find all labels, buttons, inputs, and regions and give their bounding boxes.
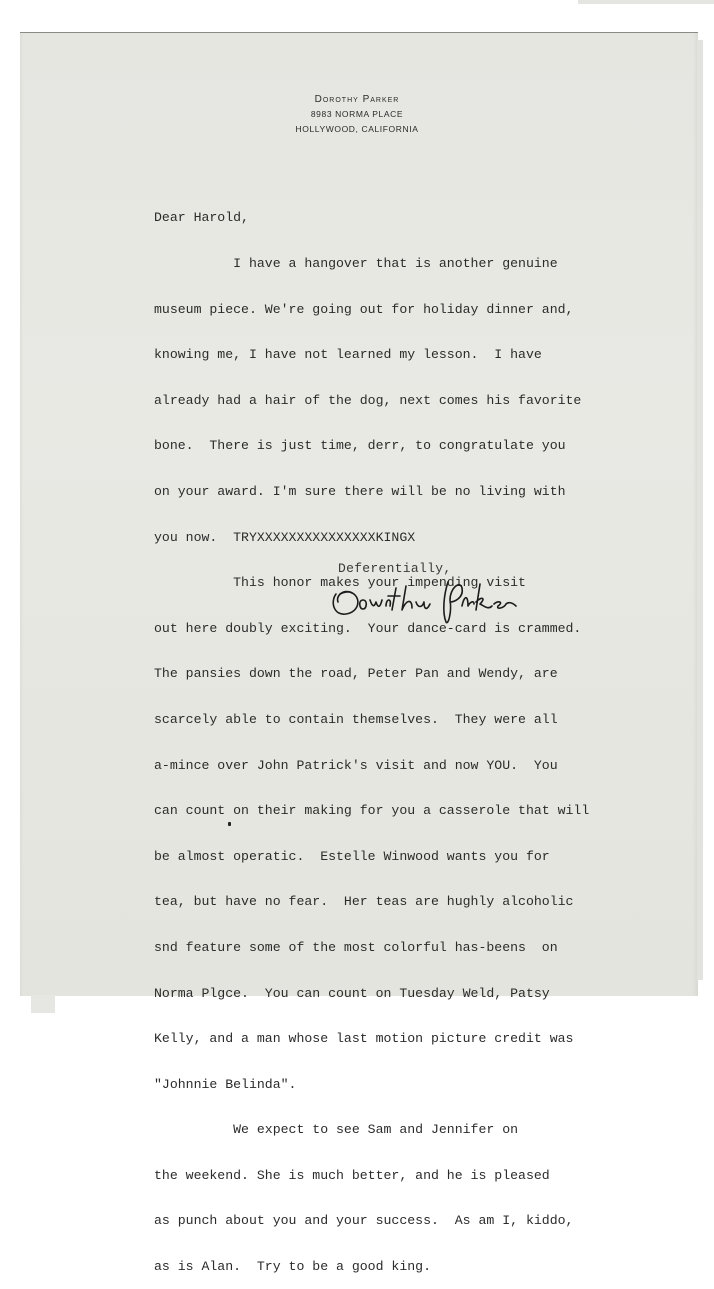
letter-line: as is Alan. Try to be a good king. (154, 1259, 431, 1275)
signature (326, 572, 566, 632)
letter-line: can count on their making for you a casserole that will (154, 803, 590, 819)
letterhead-city: HOLLYWOOD, CALIFORNIA (295, 124, 419, 134)
letter-line: Kelly, and a man whose last motion picture credit was (154, 1031, 574, 1047)
letter-line: The pansies down the road, Peter Pan and Wendy, are (154, 666, 558, 682)
letter-line: Norma Plgce. You can count on Tuesday Weld, Patsy (154, 985, 550, 1001)
letter-line: tea, but have no fear. Her teas are hughly alcoholic (154, 894, 574, 910)
letter-line: This honor makes your impending visit (154, 575, 526, 591)
letter-line: the weekend. She is much better, and he is pleased (154, 1167, 550, 1183)
paper-tab (31, 995, 55, 1013)
letter-line: out here doubly exciting. Your dance-card is crammed. (154, 620, 582, 636)
letterhead-name: Dorothy Parker (314, 94, 400, 105)
letterhead (0, 92, 714, 137)
letter-body (154, 180, 694, 1289)
letter-line: museum piece. We're going out for holiday dinner and, (154, 301, 574, 317)
letter-line: already had a hair of the dog, next comes his favorite (154, 392, 582, 408)
letter-line: on your award. I'm sure there will be no living with (154, 483, 566, 499)
ink-speck (228, 822, 231, 826)
letter-line: bone. There is just time, derr, to congratulate you (154, 438, 566, 454)
letter-line: snd feature some of the most colorful has-beens on (154, 939, 558, 955)
letter-line: knowing me, I have not learned my lesson. I have (154, 347, 542, 363)
letter-line: I have a hangover that is another genuine (154, 256, 558, 271)
letterhead-street: 8983 NORMA PLACE (310, 109, 404, 119)
letter-line: a-mince over John Patrick's visit and now YOU. You (154, 757, 558, 773)
letter-line: "Johnnie Belinda". (154, 1076, 297, 1092)
closing: Deferentially, (338, 561, 452, 576)
letter-line-struck: you now. TRYXXXXXXXXXXXXXXXKINGX (154, 529, 416, 545)
paper-scrap (578, 0, 714, 4)
letter-line: be almost operatic. Estelle Winwood wants you for (154, 848, 550, 864)
salutation: Dear Harold, (154, 210, 249, 226)
letter-line: as punch about you and your success. As am I, kiddo, (154, 1213, 574, 1229)
letter-line: scarcely able to contain themselves. They were all (154, 711, 558, 727)
letter-line: We expect to see Sam and Jennifer on (154, 1122, 519, 1138)
page-edge (697, 40, 703, 980)
